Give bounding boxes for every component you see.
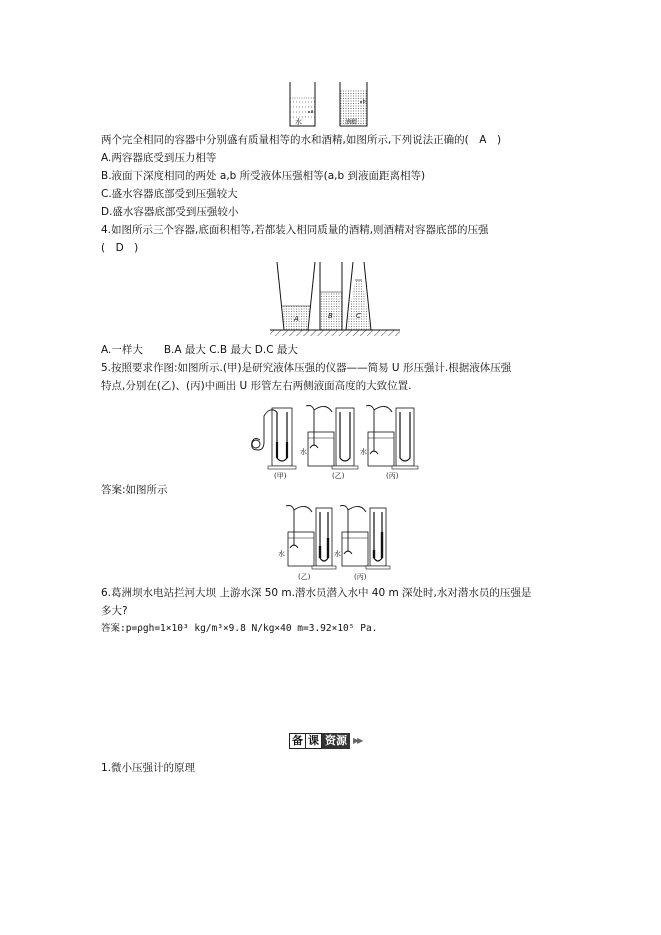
section-banner [289, 732, 361, 749]
manometer-bing [360, 406, 418, 470]
svg-text:水: 水 [360, 448, 367, 456]
q6-line2: 多大? [101, 605, 128, 617]
banner-part2: 课 [306, 733, 322, 749]
answer-manometer-yi [278, 506, 336, 570]
q3-option-c: C.盛水容器底部受到压强较大 [101, 188, 238, 200]
svg-text:(丙): (丙) [354, 573, 367, 581]
svg-text:水: 水 [278, 550, 285, 558]
q6-line1: 6.葛洲坝水电站拦河大坝 上游水深 50 m.潜水员潜入水中 40 m 深处时,水对潜水员的压强是 [101, 587, 532, 599]
svg-text:(乙): (乙) [332, 472, 345, 480]
answer-manometer-bing [334, 506, 390, 570]
figure-three-containers [268, 258, 403, 338]
svg-text:a: a [310, 109, 314, 115]
manometer-yi [300, 406, 358, 470]
q3-option-b: B.液面下深度相同的两处 a,b 所受液体压强相等(a,b 到液面距离相等) [101, 170, 426, 182]
container-c-label: C [356, 312, 361, 320]
q5-line2: 特点,分别在(乙)、(丙)中画出 U 形管左右两侧液面高度的大致位置. [101, 380, 412, 392]
q4-options: A.一样大 B.A 最大 C.B 最大 D.C 最大 [101, 344, 298, 356]
figure-answer-manometers [272, 500, 392, 582]
q4-answer: ( D ) [101, 242, 139, 254]
water-label: 水 [295, 118, 302, 126]
svg-text:水: 水 [300, 448, 307, 456]
svg-text:(甲): (甲) [274, 472, 287, 480]
q6-answer: 答案:p=ρgh=1×10³ kg/m³×9.8 N/kg×40 m=3.92×10⁵ Pa. [101, 623, 378, 634]
manometer-jia [252, 408, 296, 469]
q3-stem: 两个完全相同的容器中分别盛有质量相等的水和酒精,如图所示,下列说法正确的( A ) [101, 134, 502, 146]
svg-text:b: b [362, 99, 366, 105]
q3-option-d: D.盛水容器底部受到压强较小 [101, 206, 239, 218]
svg-text:水: 水 [334, 550, 341, 558]
banner-part1: 备 [289, 733, 306, 749]
banner-arrows-icon: ▶▶ [353, 736, 362, 745]
figure-u-tube-manometers [246, 402, 421, 482]
svg-text:(乙): (乙) [298, 573, 311, 581]
alcohol-label: 酒精 [345, 119, 358, 126]
container-a-label: A [294, 315, 299, 323]
q5-line1: 5.按照要求作图:如图所示.(甲)是研究液体压强的仪器——简易 U 形压强计.根据液体压强 [101, 362, 512, 374]
q4-stem: 4.如图所示三个容器,底面积相等,若都装入相同质量的酒精,则酒精对容器底部的压强 [101, 224, 489, 236]
figure-two-containers [285, 80, 385, 130]
q3-option-a: A.两容器底受到压力相等 [101, 152, 217, 164]
resource-item-1: 1.微小压强计的原理 [101, 762, 196, 774]
q5-answer: 答案:如图所示 [101, 484, 168, 496]
container-b-label: B [328, 312, 333, 320]
banner-part3: 资源 [322, 733, 350, 749]
svg-text:(丙): (丙) [386, 472, 399, 480]
